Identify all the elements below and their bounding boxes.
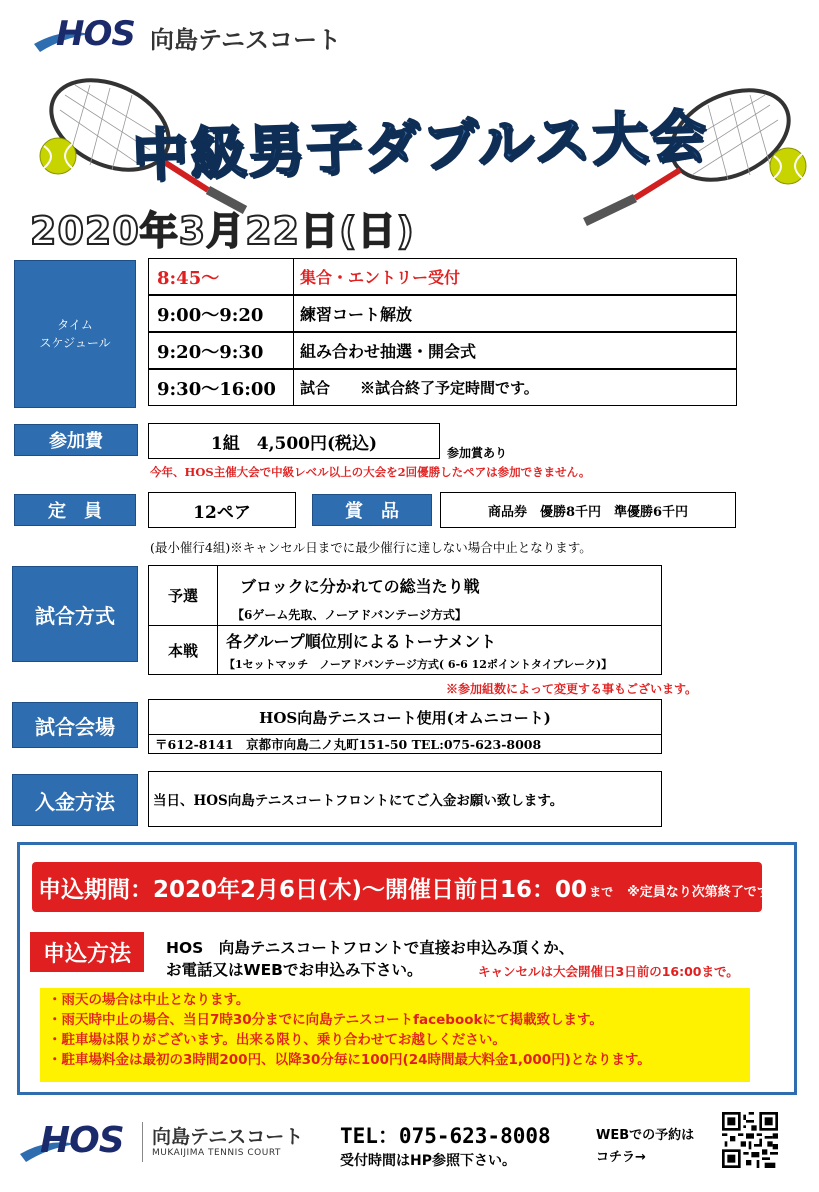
application-cancel-note: キャンセルは大会開催日3日前の16:00まで。: [478, 964, 739, 979]
footer-tel[interactable]: TEL：075-623-8008: [340, 1124, 551, 1148]
venue-label: 試合会場: [12, 702, 138, 748]
tennis-ball-icon: [38, 136, 78, 176]
schedule-time: 8:45～: [148, 258, 294, 295]
application-period-banner: [32, 862, 782, 912]
notice-box: [40, 988, 750, 1082]
capacity-note: (最小催行4組)※キャンセル日までに最少催行に達しない場合中止となります。: [150, 540, 592, 555]
footer-venue-name: 向島テニスコート: [152, 1126, 304, 1148]
format-prelim-label-box: [148, 565, 218, 626]
venue-address: 〒612-8141 京都市向島二ノ丸町151-50 TEL:075-623-8008: [155, 737, 542, 752]
fee-note: 参加賞あり: [447, 446, 508, 460]
qr-code-icon[interactable]: [722, 1112, 778, 1168]
header-venue-name: 向島テニスコート: [150, 26, 342, 54]
footer-web-line1: WEBでの予約は: [596, 1128, 695, 1143]
event-title: 中級男子ダブルス大会: [131, 103, 710, 190]
format-prelim-sub: 【6ゲーム先取、ノーアドバンテージ方式】: [232, 608, 467, 622]
prize-label: 賞 品: [312, 494, 432, 526]
fee-value: 1組 4,500円(税込): [210, 433, 378, 454]
schedule-time: 9:20～9:30: [148, 332, 294, 369]
footer-brand: HOS: [40, 1120, 124, 1161]
format-final-label-box: [148, 625, 218, 675]
venue-value: HOS向島テニスコート使用(オムニコート): [259, 708, 551, 727]
schedule-row: [148, 295, 737, 332]
format-label: 試合方式: [12, 566, 138, 662]
venue-address-box: [148, 734, 662, 754]
capacity-label: 定 員: [14, 494, 136, 526]
fee-restriction: 今年、HOS主催大会で中級レベル以上の大会を2回優勝したペアは参加できません。: [150, 465, 591, 479]
format-final-main: 各グループ順位別によるトーナメント: [226, 632, 497, 651]
schedule-desc: 試合 ※試合終了予定時間です。: [294, 369, 737, 406]
schedule-time: 9:30～16:00: [148, 369, 294, 406]
header-logo: [32, 14, 362, 58]
format-final-label: 本戦: [167, 641, 198, 660]
format-note: ※参加組数によって変更する事もございます。: [446, 682, 698, 696]
schedule-desc: 集合・エントリー受付: [294, 258, 737, 295]
footer-hours: 受付時間はHP参照下さい。: [340, 1153, 516, 1169]
notice-item: ・駐車場は限りがございます。出来る限り、乗り合わせてお越しください。: [48, 1032, 506, 1048]
format-final-box: [217, 625, 662, 675]
format-final-sub: 【1セットマッチ ノーアドバンテージ方式( 6-6 12ポイントタイブレーク)】: [224, 658, 613, 671]
schedule-time: 9:00～9:20: [148, 295, 294, 332]
footer-divider: [142, 1122, 143, 1162]
prize-value: 商品券 優勝8千円 準優勝6千円: [487, 504, 689, 520]
format-prelim-main: ブロックに分かれての総当たり戦: [240, 577, 480, 596]
footer-logo: [18, 1118, 318, 1168]
footer-venue-roman: MUKAIJIMA TENNIS COURT: [152, 1148, 281, 1158]
footer-web-line2[interactable]: コチラ→: [596, 1150, 646, 1165]
schedule-row: [148, 258, 737, 295]
venue-value-box: [148, 699, 662, 735]
notice-item: ・駐車場料金は最初の3時間200円、以降30分毎に100円(24時間最大料金1,000円)となります。: [48, 1052, 651, 1068]
application-period: 申込期間：2020年2月6日(木)～開催日前日16：00: [38, 876, 588, 903]
application-method-label: 申込方法: [30, 932, 144, 972]
payment-value-box: [148, 771, 662, 827]
schedule-row: [148, 332, 737, 369]
tennis-ball-icon: [768, 146, 808, 186]
payment-value: 当日、HOS向島テニスコートフロントにてご入金お願い致します。: [153, 793, 564, 809]
capacity-value-box: [148, 492, 296, 528]
capacity-value: 12ペア: [193, 502, 251, 523]
application-period-note: ※定員なり次第終了です。: [627, 884, 782, 900]
notice-item: ・雨天の場合は中止となります。: [48, 992, 250, 1008]
schedule-desc: 練習コート解放: [294, 295, 737, 332]
application-method-line2: お電話又はWEBでお申込み下さい。: [166, 961, 423, 979]
prize-value-box: [440, 492, 736, 528]
notice-item: ・雨天時中止の場合、当日7時30分までに向島テニスコートfacebookにて掲載致します。: [48, 1012, 603, 1028]
fee-value-box: [148, 423, 440, 459]
event-date: 2020年3月22日(日): [30, 209, 415, 253]
format-prelim-box: [217, 565, 662, 626]
payment-label: 入金方法: [12, 774, 138, 826]
schedule-label: タイム スケジュール: [14, 260, 136, 408]
fee-label: 参加費: [14, 424, 138, 456]
schedule-row: [148, 369, 737, 406]
application-period-suffix: まで: [589, 884, 614, 899]
brand-logo: HOS: [56, 14, 135, 54]
format-prelim-label: 予選: [167, 587, 198, 605]
schedule-desc: 組み合わせ抽選・開会式: [294, 332, 737, 369]
application-method-line1: HOS 向島テニスコートフロントで直接お申込み頂くか、: [166, 939, 575, 957]
